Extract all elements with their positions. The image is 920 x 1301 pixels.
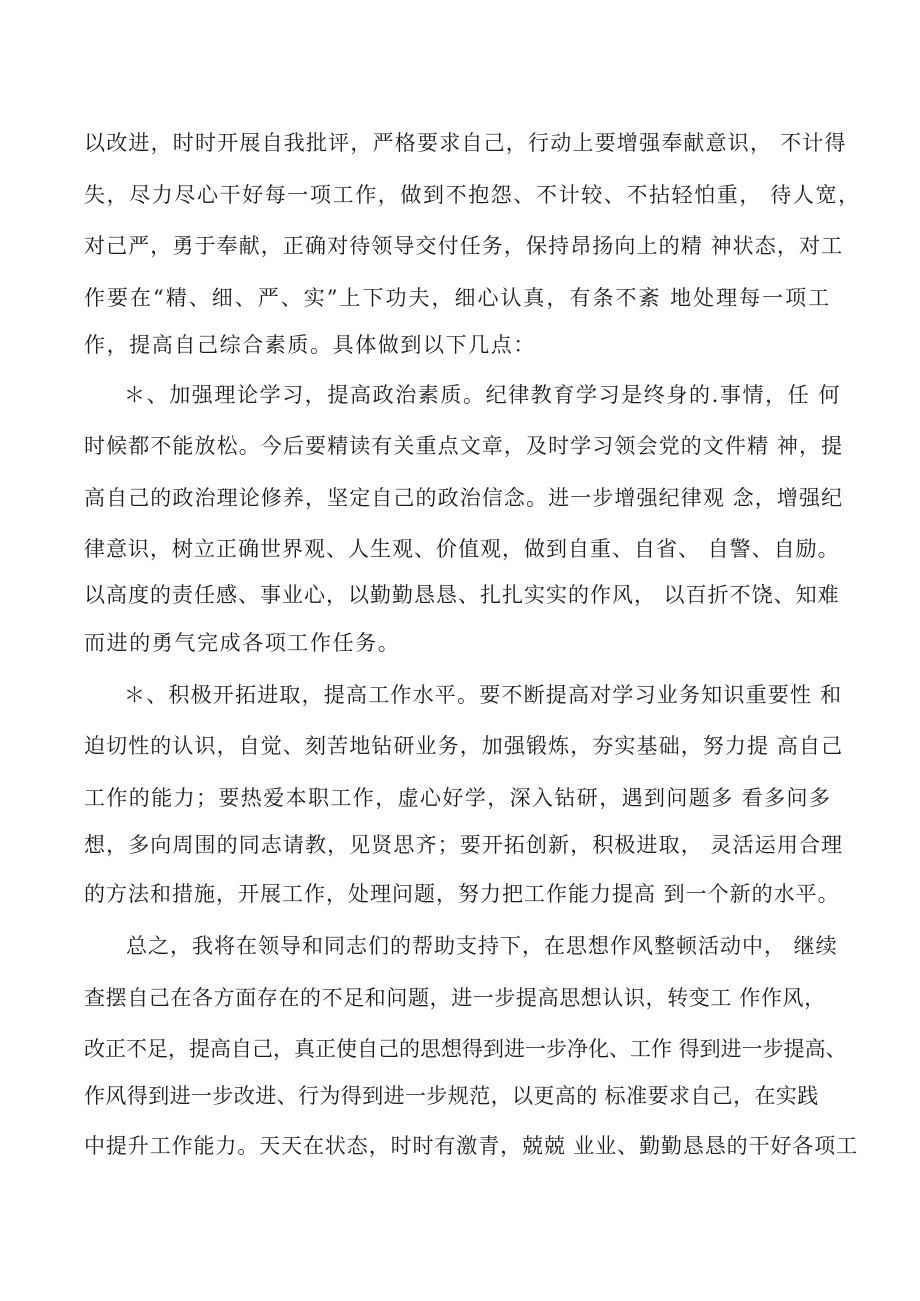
text-line: 作风得到进一步改进、行为得到进一步规范，以更高的 标准要求自己，在实践 bbox=[84, 1084, 819, 1108]
text-line: 总之，我将在领导和同志们的帮助支持下，在思想作风整顿活动中， 继续 bbox=[126, 934, 838, 958]
text-line: 作要在“精、细、严、实”上下功夫，细心认真，有条不紊 地处理每一项工 bbox=[84, 286, 832, 310]
text-line: 高自己的政治理论修养，坚定自己的政治信念。进一步增强纪律观 念，增强纪 bbox=[84, 486, 844, 510]
text-line: 改正不足，提高自己，真正使自己的思想得到进一步净化、工作 得到进一步提高、 bbox=[84, 1037, 847, 1061]
text-line: ＊、积极开拓进取，提高工作水平。要不断提高对学习业务知识重要性 和 bbox=[124, 683, 843, 707]
text-line: 律意识，树立正确世界观、人生观、价值观，做到自重、自省、 自警、自励。 bbox=[84, 537, 840, 561]
text-line: 对己严，勇于奉献，正确对待领导交付任务，保持昂扬向上的精 神状态，对工 bbox=[84, 234, 844, 258]
text-line: 失，尽力尽心干好每一项工作，做到不抱怨、不计较、不拈轻怕重， 待人宽， bbox=[84, 183, 861, 207]
text-line: 而进的勇气完成各项工作任务。 bbox=[84, 631, 401, 655]
text-line: 时候都不能放松。今后要精读有关重点文章，及时学习领会党的文件精 神，提 bbox=[84, 434, 844, 458]
text-line: 查摆自己在各方面存在的不足和问题，进一步提高思想认识，转变工 作作风， bbox=[84, 986, 826, 1010]
text-line: 迫切性的认识，自觉、刻苦地钻研业务，加强锻炼，夯实基础，努力提 高自己 bbox=[84, 734, 844, 758]
text-line: ＊、加强理论学习，提高政治素质。纪律教育学习是终身的.事情，任 何 bbox=[124, 383, 842, 407]
text-line: 想，多向周围的同志请教，见贤思齐；要开拓创新，积极进取， 灵活运用合理 bbox=[84, 833, 844, 857]
text-line: 以改进，时时开展自我批评，严格要求自己，行动上要增强奉献意识， 不计得 bbox=[84, 131, 847, 155]
text-line: 作，提高自己综合素质。具体做到以下几点： bbox=[84, 333, 536, 357]
text-line: 中提升工作能力。天天在状态，时时有激青，兢兢 业业、勤勤恳恳的干好各项工 bbox=[84, 1134, 859, 1158]
text-line: 工作的能力；要热爱本职工作，虚心好学，深入钻研，遇到问题多 看多问多 bbox=[84, 786, 832, 810]
text-line: 的方法和措施，开展工作，处理问题，努力把工作能力提高 到一个新的水平。 bbox=[84, 882, 840, 906]
text-line: 以高度的责任感、事业心，以勤勤恳恳、扎扎实实的作风， 以百折不饶、知难 bbox=[84, 583, 840, 607]
